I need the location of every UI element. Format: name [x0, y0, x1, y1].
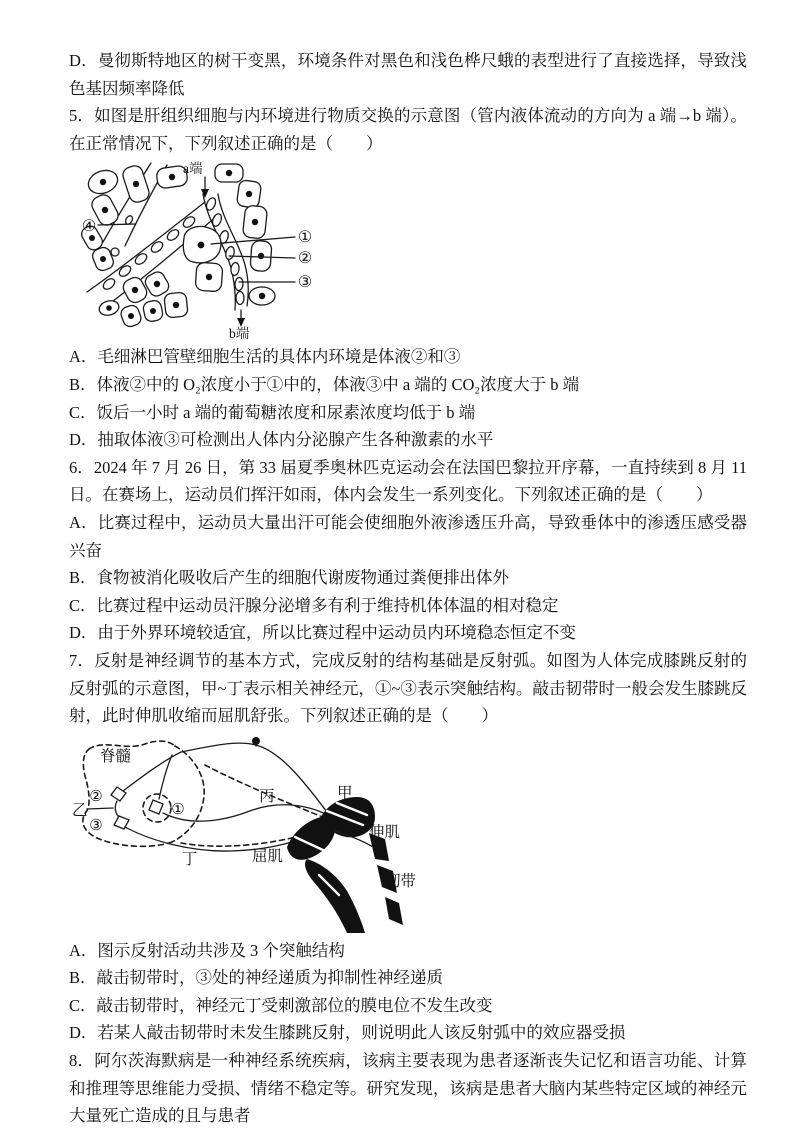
- question-text: 2024 年 7 月 26 日，第 33 届夏季奥林匹克运动会在法国巴黎拉开序幕，一直持续到 8 月 11 日。在赛场上，运动员们挥汗如雨，体内会发生一系列变化。下列叙述正确的是（ ）: [69, 457, 748, 505]
- question-number: 7．: [69, 650, 95, 670]
- option-label: B．: [69, 374, 97, 394]
- question-text: 反射是神经调节的基本方式，完成反射的结构基础是反射弧。如图为人体完成膝跳反射的反射弧的示意图，甲~丁表示相关神经元，①~③表示突触结构。敲击韧带时一般会发生膝跳反射，此时伸肌收缩而屈肌舒张。下列叙述正确的是（ ）: [69, 650, 748, 726]
- option-text: 体液②中的 O₂浓度小于①中的，体液③中 a 端的 CO₂浓度大于 b 端: [96, 374, 580, 394]
- label-circle-3: ③: [297, 274, 313, 292]
- option-label: A．: [69, 940, 98, 960]
- option-text: 若某人敲击韧带时未发生膝跳反射，则说明此人该反射弧中的效应器受损: [97, 1023, 626, 1043]
- option-text: 食物被消化吸收后产生的细胞代谢废物通过粪便排出体外: [96, 568, 510, 588]
- option-label: C．: [69, 995, 97, 1015]
- option-label: B．: [69, 568, 97, 588]
- motor-neuron-bing: [163, 801, 328, 820]
- a-end-arrow: [201, 177, 209, 198]
- label-extensor: 伸肌: [369, 823, 401, 841]
- question7-option-a: [69, 937, 747, 965]
- option-text: 抽取体液③可检测出人体内分泌腺产生各种激素的水平: [97, 430, 494, 450]
- option-label: C．: [69, 595, 97, 615]
- liver-tissue-diagram: [79, 160, 337, 340]
- question5-option-a: [69, 343, 747, 371]
- synapse-2-knob: [111, 787, 126, 801]
- label-b-end: b端: [229, 326, 250, 341]
- question5-option-d: [69, 426, 747, 454]
- question-text: 如图是肝组织细胞与内环境进行物质交换的示意图（管内液体流动的方向为 a 端→b 端）。在正常情况下，下列叙述正确的是（ ）: [69, 106, 748, 153]
- question7-option-c: [69, 992, 747, 1020]
- question4-option-d: [69, 47, 747, 102]
- question6-option-b: [69, 564, 747, 592]
- question-number: 8．: [69, 1051, 95, 1071]
- option-text: 曼彻斯特地区的树干变黑，环境条件对黑色和浅色桦尺蛾的表型进行了直接选择，导致浅色基因频率降低: [69, 51, 748, 98]
- label-bing: 丙: [259, 787, 275, 805]
- question-number: 5．: [69, 106, 95, 126]
- option-text: 比赛过程中运动员汗腺分泌增多有利于维持机体体温的相对稳定: [96, 595, 559, 615]
- label-yi: 乙: [72, 801, 88, 819]
- question-text: 阿尔茨海默病是一种神经系统疾病，该病主要表现为患者逐渐丧失记忆和语言功能、计算和推理等思维能力受损、情绪不稳定等。研究发现，该病是患者大脑内某些特定区域的神经元大量死亡造成的且与患者: [69, 1051, 748, 1126]
- option-text: 敲击韧带时，神经元丁受刺激部位的膜电位不发生改变: [96, 995, 493, 1015]
- option-text: 由于外界环境较适宜，所以比赛过程中运动员内环境稳态恒定不变: [97, 623, 576, 643]
- question6-option-c: [69, 592, 747, 620]
- label-flexor: 屈肌: [252, 847, 284, 865]
- question7-stem: [69, 647, 747, 730]
- option-label: C．: [69, 402, 97, 422]
- knee-anatomy: [287, 797, 403, 933]
- label-synapse-3: ③: [89, 817, 103, 834]
- exam-content: [69, 47, 747, 1130]
- label-ding: 丁: [182, 850, 198, 868]
- option-label: D．: [69, 1023, 98, 1043]
- label-jia: 甲: [337, 784, 353, 802]
- option-label: D．: [69, 623, 98, 643]
- option-text: 图示反射活动共涉及 3 个突触结构: [97, 940, 345, 960]
- question6-option-d: [69, 619, 747, 647]
- label-circle-2: ②: [297, 250, 313, 268]
- b-end-arrow: [237, 310, 245, 327]
- question7-option-d: [69, 1019, 747, 1047]
- reflex-arc-figure: [69, 735, 434, 935]
- question5-option-b: [69, 371, 747, 399]
- synapse-1-knob: [149, 800, 163, 814]
- question7-option-b: [69, 964, 747, 992]
- option-label: D．: [69, 51, 98, 70]
- option-label: A．: [69, 512, 98, 532]
- question5-stem: [69, 102, 747, 157]
- question-number: 6．: [69, 457, 94, 477]
- option-label: B．: [69, 968, 97, 988]
- option-label: D．: [69, 430, 98, 450]
- question6-stem: [69, 454, 747, 509]
- synapse-3-knob: [114, 816, 129, 829]
- option-text: 比赛过程中，运动员大量出汗可能会使细胞外液渗透压升高，导致垂体中的渗透压感受器兴奋: [69, 512, 748, 560]
- liver-cells: [79, 164, 275, 329]
- option-text: 毛细淋巴管壁细胞生活的具体内环境是体液②和③: [97, 347, 461, 367]
- reflex-arc-diagram: [69, 735, 434, 935]
- question5-option-c: [69, 399, 747, 427]
- label-circle-4: ④: [81, 218, 97, 236]
- label-circle-1: ①: [297, 229, 313, 247]
- question6-option-a: [69, 509, 747, 564]
- option-text: 饭后一小时 a 端的葡萄糖浓度和尿素浓度均低于 b 端: [96, 402, 476, 422]
- label-synapse-1: ①: [171, 801, 185, 818]
- option-text: 敲击韧带时，③处的神经递质为抑制性神经递质: [96, 968, 444, 988]
- liver-tissue-figure: [79, 160, 337, 340]
- label-spinal-cord: 脊髓: [100, 747, 132, 765]
- label-ligament: 韧带: [385, 872, 417, 890]
- option-label: A．: [69, 347, 98, 367]
- label-synapse-2: ②: [89, 788, 103, 805]
- question8-stem: [69, 1047, 747, 1130]
- label-a-end: a端: [183, 161, 203, 177]
